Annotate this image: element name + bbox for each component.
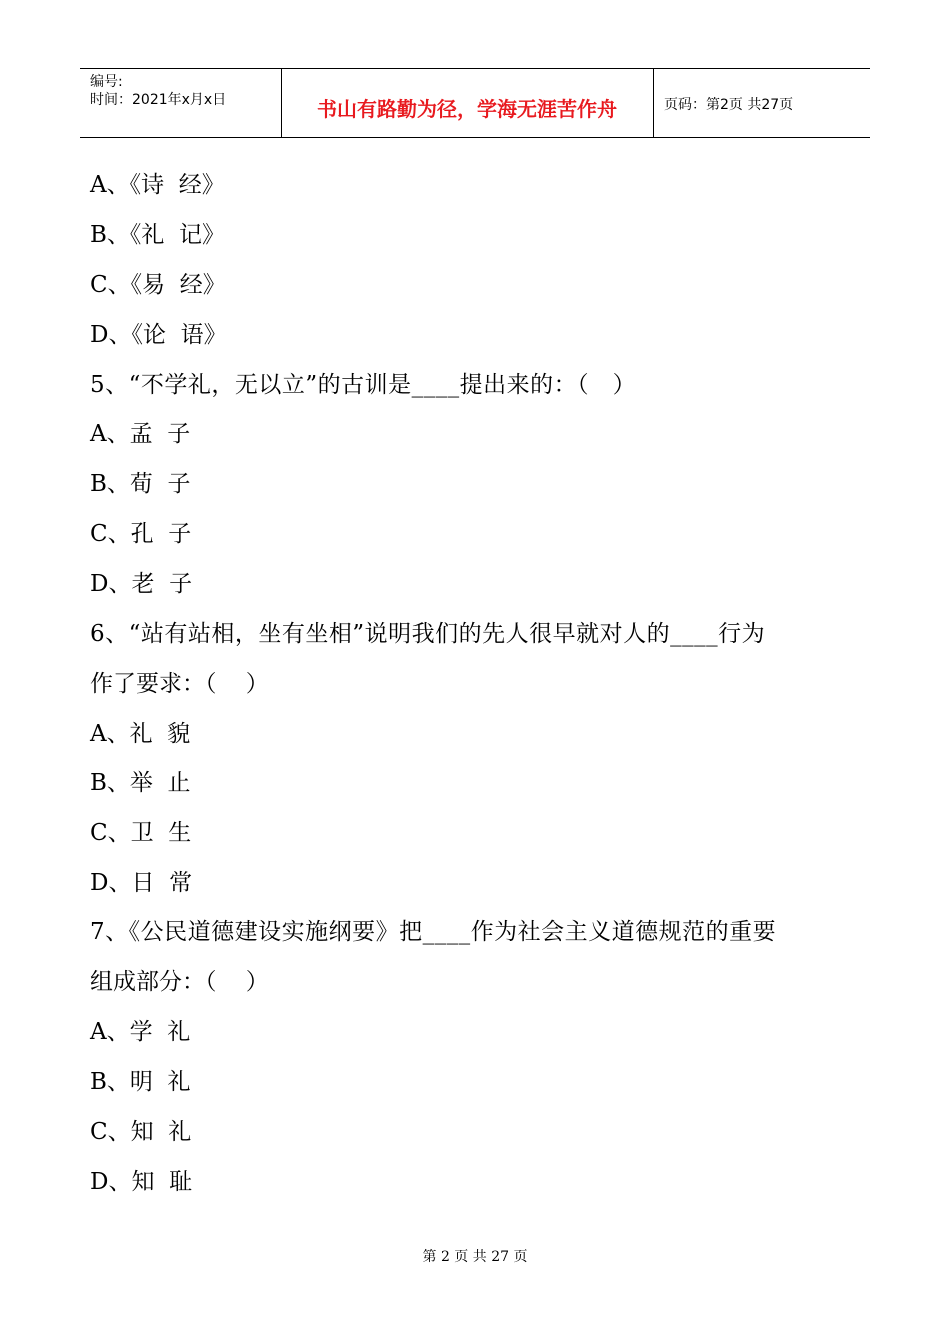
header-motto-cell	[281, 69, 654, 137]
option-d: D、《论 语》	[90, 322, 227, 348]
question-7: 7、《公民道德建设实施纲要》把____作为社会主义道德规范的重要	[90, 919, 777, 945]
document-date-label: 时间：2021年x月x日	[90, 92, 227, 108]
option-b: B、荀 子	[90, 471, 191, 497]
option-c: C、孔 子	[90, 521, 192, 547]
option-c: C、《易 经》	[90, 272, 226, 298]
option-c: C、知 礼	[90, 1119, 192, 1145]
header-motto: 书山有路勤为径，学海无涯苦作舟	[317, 97, 617, 121]
header-info-cell	[80, 69, 282, 137]
option-a: A、学 礼	[90, 1019, 191, 1045]
option-a: A、礼 貌	[90, 721, 191, 747]
option-c: C、卫 生	[90, 820, 192, 846]
option-d: D、老 子	[90, 571, 193, 597]
page-footer: 第 2 页 共 27 页	[422, 1249, 528, 1265]
question-6-continued: 作了要求：（ ）	[90, 671, 269, 697]
header-page-info: 页码：第2页 共27页	[664, 97, 794, 113]
option-a: A、孟 子	[90, 421, 191, 447]
option-b: B、《礼 记》	[90, 222, 226, 248]
header-page-cell	[654, 69, 870, 137]
option-a: A、《诗 经》	[90, 172, 225, 198]
option-b: B、明 礼	[90, 1069, 191, 1095]
option-b: B、举 止	[90, 770, 191, 796]
option-d: D、知 耻	[90, 1169, 193, 1195]
question-6: 6、“站有站相，坐有坐相”说明我们的先人很早就对人的____行为	[90, 621, 766, 647]
option-d: D、日 常	[90, 870, 193, 896]
question-7-continued: 组成部分：（ ）	[90, 969, 269, 995]
document-number-label: 编号:	[90, 74, 123, 90]
question-5: 5、“不学礼，无以立”的古训是____提出来的：（ ）	[90, 372, 637, 398]
page-header	[80, 68, 870, 138]
